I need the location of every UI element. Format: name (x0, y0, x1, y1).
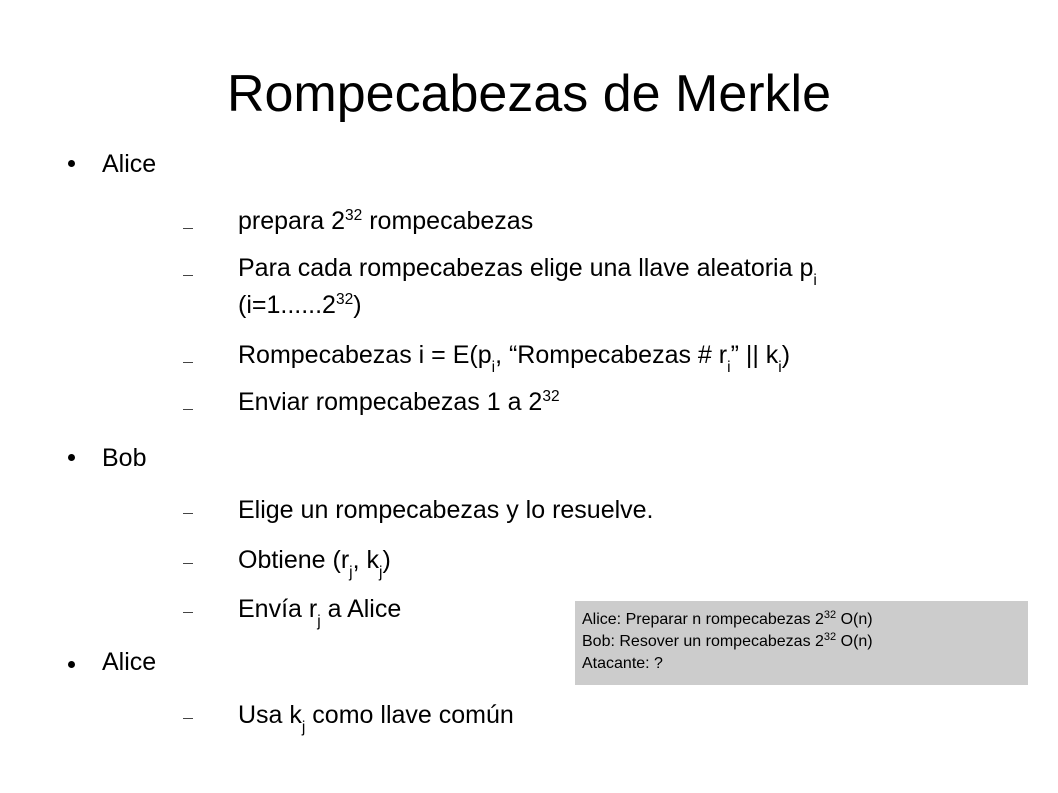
dash-marker (183, 275, 193, 276)
note-line-attacker: Atacante: ? (582, 655, 663, 672)
bob-step-1: Elige un rompecabezas y lo resuelve. (238, 496, 654, 524)
alice-step-4: Enviar rompecabezas 1 a $2^{32}$ (238, 388, 560, 416)
dash-marker (183, 409, 193, 410)
bullet-dot (68, 661, 75, 668)
alice2-step-1: Usa $k_j$ como llave común (238, 701, 514, 737)
alice-step-1: prepara $2^{32}$ rompecabezas (238, 207, 534, 235)
bullet-alice: Alice (102, 150, 157, 178)
bullet-alice-2: Alice (102, 648, 157, 676)
dash-marker (183, 718, 193, 719)
alice-step-3: Rompecabezas $i = E(p_i$, “Rompecabezas # $r_i$” || $k_i$) (238, 341, 791, 377)
dash-marker (183, 362, 193, 363)
note-line-bob: Bob: Resover un rompecabezas $2^{32}$ O(n) (582, 631, 873, 650)
alice-step-2-line2: $(i=1......2^{32})$ (238, 291, 362, 319)
bob-step-2: Obtiene ($r_j$, $k_j$) (238, 546, 391, 582)
dash-marker (183, 228, 193, 229)
dash-marker (183, 563, 193, 564)
bullet-dot (68, 454, 75, 461)
bullet-bob: Bob (102, 444, 147, 472)
dash-marker (183, 513, 193, 514)
dash-marker (183, 612, 193, 613)
slide-title: Rompecabezas de Merkle (226, 65, 832, 123)
complexity-note-box (575, 601, 1028, 685)
note-line-alice: Alice: Preparar n rompecabezas $2^{32}$ O(n) (582, 609, 873, 628)
bob-step-3: Envía $r_j$ a Alice (238, 595, 402, 631)
alice-step-2: Para cada rompecabezas elige una llave aleatoria $p_i$ (238, 254, 817, 290)
bullet-dot (68, 160, 75, 167)
